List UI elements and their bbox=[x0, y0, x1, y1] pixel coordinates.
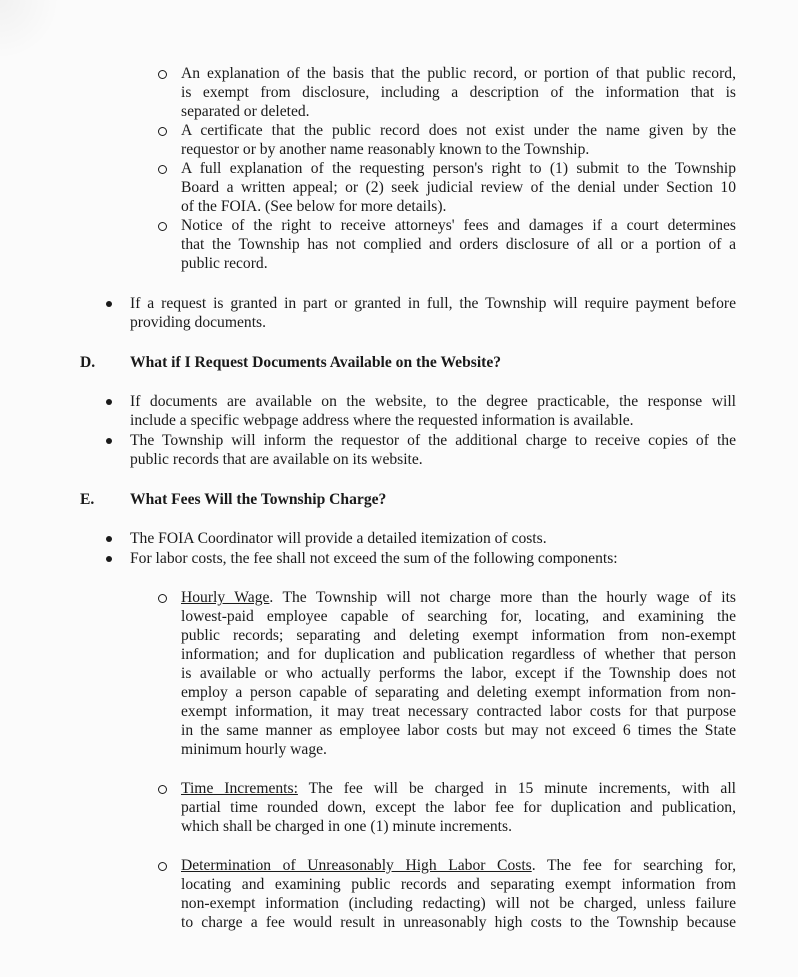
text-line: For labor costs, the fee shall not exceed the sum of the following components: bbox=[130, 550, 618, 567]
text-line: Hourly Wage. The Township will not charge more than the hourly wage of its bbox=[181, 589, 736, 606]
text-line: A full explanation of the requesting person's right to (1) submit to the Township bbox=[181, 160, 736, 177]
text-line: The Township will inform the requestor of the additional charge to receive copies of the bbox=[130, 432, 736, 449]
bullet-icon bbox=[106, 438, 112, 444]
text-line: Time Increments: The fee will be charged in 15 minute increments, with all bbox=[181, 780, 736, 797]
section-letter: D. bbox=[80, 354, 96, 371]
text-line: A certificate that the public record does not exist under the name given by the bbox=[181, 122, 736, 139]
sub-bullet-icon bbox=[158, 222, 167, 231]
text-line: is exempt from disclosure, including a description of the information that is bbox=[181, 84, 736, 101]
sub-bullet-icon bbox=[158, 127, 167, 136]
text-line: which shall be charged in one (1) minute increments. bbox=[181, 818, 512, 835]
text-line: of the FOIA. (See below for more details). bbox=[181, 198, 447, 215]
section-heading: What if I Request Documents Available on the Website? bbox=[130, 354, 502, 371]
section-letter: E. bbox=[80, 491, 95, 508]
text-line: non-exempt information (including redacting) will not be charged, unless failure bbox=[181, 895, 736, 912]
text-line: Determination of Unreasonably High Labor Costs. The fee for searching for, bbox=[181, 857, 736, 874]
text-line: in the same manner as employee labor costs but may not exceed 6 times the State bbox=[181, 722, 736, 739]
text-line: If documents are available on the website, to the degree practicable, the response will bbox=[130, 393, 736, 410]
text-line: Notice of the right to receive attorneys' fees and damages if a court determines bbox=[181, 217, 736, 234]
text-line: to charge a fee would result in unreasonably high costs to the Township because bbox=[181, 914, 736, 931]
sub-bullet-icon bbox=[158, 165, 167, 174]
sub-bullet-icon bbox=[158, 70, 167, 79]
text-line: employ a person capable of separating and deleting exempt information from non- bbox=[181, 684, 736, 701]
text-line: providing documents. bbox=[130, 314, 266, 331]
text-line: If a request is granted in part or granted in full, the Township will require payment before bbox=[130, 295, 736, 312]
text-line: An explanation of the basis that the public record, or portion of that public record, bbox=[181, 65, 736, 82]
text-line: information; and for duplication and publication regardless of whether that person bbox=[181, 646, 736, 663]
text-line: requestor or by another name reasonably known to the Township. bbox=[181, 141, 590, 158]
text-line: Board a written appeal; or (2) seek judicial review of the denial under Section 10 bbox=[181, 179, 736, 196]
text-line: public records; separating and deleting exempt information from non-exempt bbox=[181, 627, 736, 644]
term-high-labor-costs: Determination of Unreasonably High Labor Costs bbox=[181, 857, 532, 874]
text-line: public record. bbox=[181, 255, 268, 272]
text-line: locating and examining public records and separating exempt information from bbox=[181, 876, 736, 893]
term-time-increments: Time Increments: bbox=[181, 780, 298, 797]
scan-artifact bbox=[0, 0, 60, 60]
term-hourly-wage: Hourly Wage bbox=[181, 589, 270, 606]
text-line: separated or deleted. bbox=[181, 103, 310, 120]
bullet-icon bbox=[106, 556, 112, 562]
text-line: lowest-paid employee capable of searching for, locating, and examining the bbox=[181, 608, 736, 625]
sub-bullet-icon bbox=[158, 594, 167, 603]
bullet-icon bbox=[106, 536, 112, 542]
section-heading: What Fees Will the Township Charge? bbox=[130, 491, 387, 508]
text-line: The FOIA Coordinator will provide a detailed itemization of costs. bbox=[130, 530, 547, 547]
text-line: partial time rounded down, except the labor fee for duplication and publication, bbox=[181, 799, 736, 816]
text-line: minimum hourly wage. bbox=[181, 741, 327, 758]
bullet-icon bbox=[106, 301, 112, 307]
text-line: include a specific webpage address where the requested information is available. bbox=[130, 412, 634, 429]
text-line: public records that are available on its website. bbox=[130, 451, 423, 468]
text-line: is available or who actually performs the labor, except if the Township does not bbox=[181, 665, 736, 682]
text-line: that the Township has not complied and orders disclosure of all or a portion of a bbox=[181, 236, 736, 253]
bullet-icon bbox=[106, 399, 112, 405]
text-line: exempt information, it may treat necessary contracted labor costs for that purpose bbox=[181, 703, 736, 720]
sub-bullet-icon bbox=[158, 862, 167, 871]
sub-bullet-icon bbox=[158, 785, 167, 794]
